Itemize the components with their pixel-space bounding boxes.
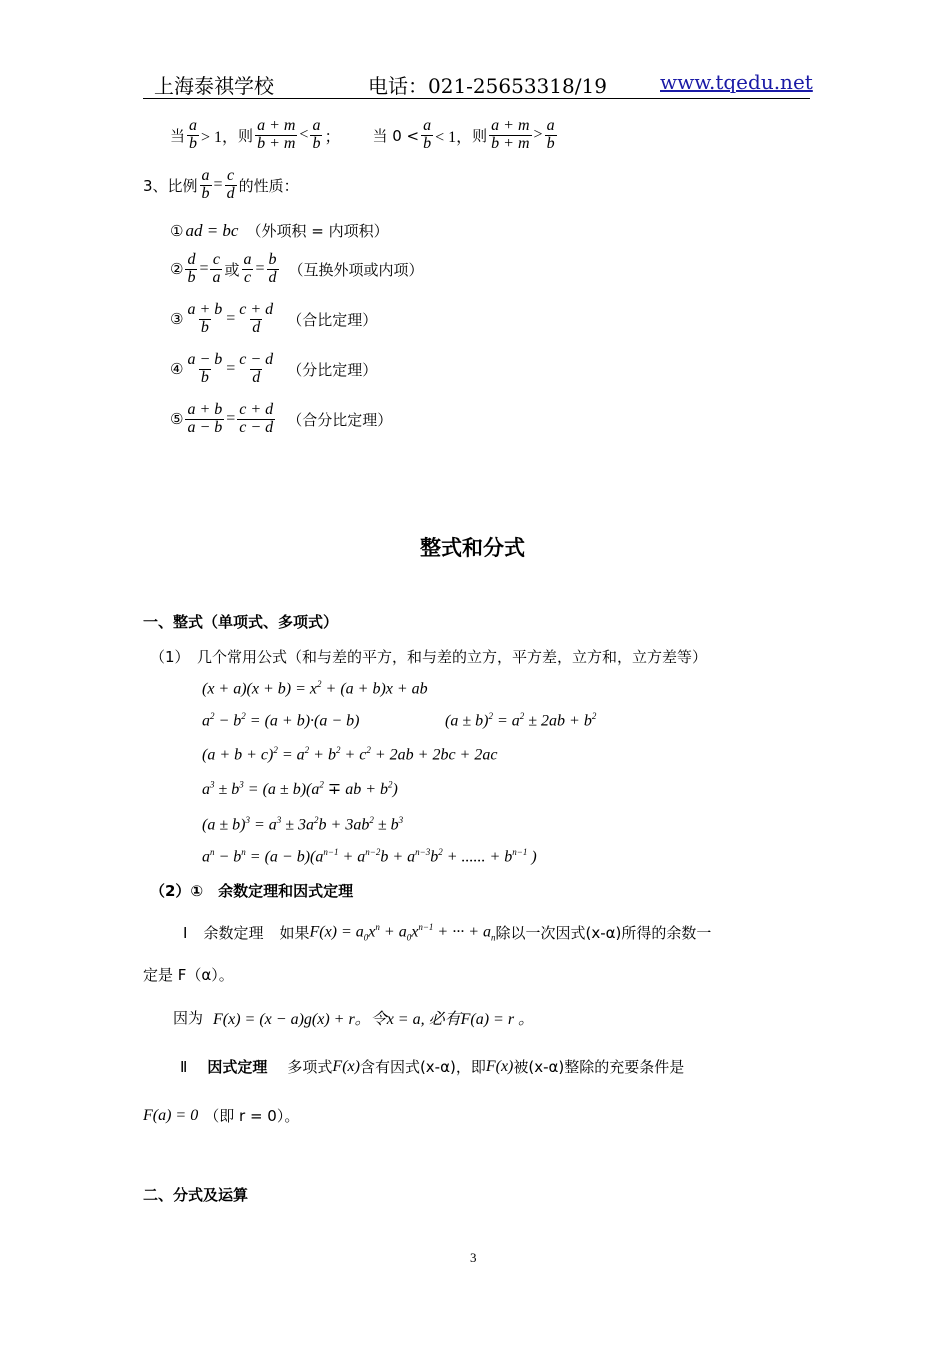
fa-formula: F(a) = 0 xyxy=(143,1106,199,1124)
equals-sign: = xyxy=(255,260,265,278)
fraction-apb-b: $\frac{a + b}{b}$ xyxy=(187,301,223,336)
fraction-c-a: $\frac{c}{a}$ xyxy=(212,251,221,286)
factor-theorem xyxy=(180,1056,684,1077)
formula-square-of-sum: $(a \pm b)^2 = a^2 \pm 2ab + b^2$ xyxy=(445,711,597,730)
proportion-item-5 xyxy=(170,402,392,437)
item-marker: ④ xyxy=(170,360,184,379)
because-line xyxy=(173,1006,534,1029)
fraction-apb-amb: $\frac{a + b}{a - b}$ xyxy=(187,401,223,436)
fraction-cmd-d: $\frac{c - d}{d}$ xyxy=(239,351,274,386)
theorem-marker: Ⅱ xyxy=(180,1057,188,1076)
fraction-a-b: $\frac{a}{b}$ xyxy=(546,117,555,152)
then-label: 则 xyxy=(238,126,254,145)
formula-cube-of-sum: $(a \pm b)^3 = a^3 \pm 3a^2b + 3ab^2 \pm b^3$ xyxy=(202,815,404,834)
gt-one: > 1， xyxy=(201,128,239,146)
header-divider xyxy=(143,98,810,99)
item-note: （合分比定理） xyxy=(287,410,393,429)
fraction-am-bm: $\frac{a + m}{b + m}$ xyxy=(491,117,530,152)
item-formula: ad = bc xyxy=(185,220,239,240)
theorem-text: 多项式 xyxy=(287,1058,333,1076)
item-note: （外项积 = 内项积） xyxy=(246,222,389,240)
section-title: 整式和分式 xyxy=(420,536,525,560)
item-marker: ② xyxy=(170,260,184,279)
because-tail: 令x = a, 必有F(a) = r 。 xyxy=(370,1011,535,1028)
page-number: 3 xyxy=(470,1250,477,1265)
fraction-amb-b: $\frac{a - b}{b}$ xyxy=(187,351,223,386)
proportion-item-2 xyxy=(170,252,424,287)
theorem-label: 因式定理 xyxy=(207,1058,268,1076)
polynomial-formula: $F(x) = a_0x^n + a_0x^{n-1}$ + ··· + $a_n$ xyxy=(309,922,496,943)
item-note: （合比定理） xyxy=(287,310,378,329)
school-name: 上海泰祺学校 xyxy=(154,74,274,98)
fraction-a-c: $\frac{a}{c}$ xyxy=(243,251,252,286)
theorem-label: 余数定理 xyxy=(203,924,264,942)
formula-trinomial-square: $(a + b + c)^2 = a^2 + b^2 + c^2 + 2ab + 2bc + 2ac$ xyxy=(202,745,498,764)
fraction-d-b: $\frac{d}{b}$ xyxy=(187,251,196,286)
fraction-cpd-cmd: $\frac{c + d}{c - d}$ xyxy=(239,401,274,436)
lt-sign: < xyxy=(299,126,309,144)
fx-formula: F(x) xyxy=(332,1057,360,1075)
then-label: 则 xyxy=(472,126,488,145)
theorem-text: 被(x-α)整除的充要条件是 xyxy=(513,1058,685,1076)
remainder-theorem xyxy=(183,922,711,943)
proportion-item-1 xyxy=(170,220,389,241)
proportion-item-4 xyxy=(170,352,377,387)
when-label: 当 xyxy=(170,126,186,145)
equals-sign: = xyxy=(213,176,223,194)
theorem-marker: Ⅰ xyxy=(183,923,188,942)
theorem-text: 除以一次因式(x-α)所得的余数一 xyxy=(495,924,712,942)
website-link[interactable]: www.tqedu.net xyxy=(660,70,813,94)
semicolon: ； xyxy=(324,128,341,146)
phone-number: 电话：021-25653318/19 xyxy=(368,74,607,98)
item-note: （互换外项或内项） xyxy=(288,260,424,279)
fraction-am-bm: $\frac{a + m}{b + m}$ xyxy=(257,117,296,152)
remainder-cont: 定是 F（α）。 xyxy=(143,966,234,984)
equals-sign: = xyxy=(226,410,236,428)
item-marker: ③ xyxy=(170,310,184,329)
proportion-heading-prefix: 3、比例 xyxy=(143,176,198,195)
formula-sum-of-cubes: $a^3 \pm b^3 = (a \pm b)(a^2$ ∓ ab + $b^2$) xyxy=(202,779,398,798)
fraction-a-b: $\frac{a}{b}$ xyxy=(189,117,198,152)
or-word: 或 xyxy=(224,260,240,279)
proportion-heading xyxy=(143,168,299,203)
item-marker: ① xyxy=(170,221,184,240)
theorem-text: 含有因式(x-α)，即 xyxy=(359,1058,486,1076)
item-marker: ⑤ xyxy=(170,410,184,429)
factor-cont-text: （即 r = 0）。 xyxy=(204,1107,300,1125)
formula-difference-of-squares: $a^2 - b^2 = (a + b)\cdot(a - b)$ xyxy=(202,711,360,730)
equals-sign: = xyxy=(199,260,209,278)
when-label: 当 0 < xyxy=(372,126,420,145)
part1-heading: 一、整式（单项式、多项式） xyxy=(143,613,339,631)
gt-sign: > xyxy=(533,126,543,144)
item-note: （分比定理） xyxy=(287,360,378,379)
fraction-cpd-d: $\frac{c + d}{d}$ xyxy=(239,301,274,336)
fraction-a-b: $\frac{a}{b}$ xyxy=(423,117,432,152)
proportion-heading-suffix: 的性质： xyxy=(238,176,299,195)
factor-cont xyxy=(143,1105,299,1126)
fraction-inequality-line xyxy=(170,118,559,153)
formulas-subheading: （1） 几个常用公式（和与差的平方，和与差的立方，平方差，立方和，立方差等） xyxy=(150,648,708,666)
equals-sign: = xyxy=(226,310,236,328)
proportion-item-3 xyxy=(170,302,377,337)
remainder-subheading: （2）① 余数定理和因式定理 xyxy=(150,882,354,900)
equals-sign: = xyxy=(226,360,236,378)
fraction-b-d: $\frac{b}{d}$ xyxy=(268,251,277,286)
fraction-a-b: $\frac{a}{b}$ xyxy=(312,117,321,152)
because-lead: 因为 xyxy=(173,1009,204,1027)
formula-product: $(x + a)(x + b) = x^2 + (a + b)x$ + ab xyxy=(202,679,428,698)
part2-heading: 二、分式及运算 xyxy=(143,1186,249,1204)
fx-formula: F(x) xyxy=(485,1057,514,1075)
because-formula: F(x) = (x − a)g(x) + r。 xyxy=(213,1011,371,1028)
theorem-lead: 如果 xyxy=(279,924,310,942)
fraction-c-d: $\frac{c}{d}$ xyxy=(226,167,235,202)
fraction-a-b: $\frac{a}{b}$ xyxy=(201,167,210,202)
formula-difference-of-powers: $a^n - b^n = (a - b)(a^{n-1} + a^{n-2}b + a^{n-3}b^2$ + ...... + $b^{n-1}$ ) xyxy=(202,847,537,866)
lt-one: < 1， xyxy=(435,128,473,146)
